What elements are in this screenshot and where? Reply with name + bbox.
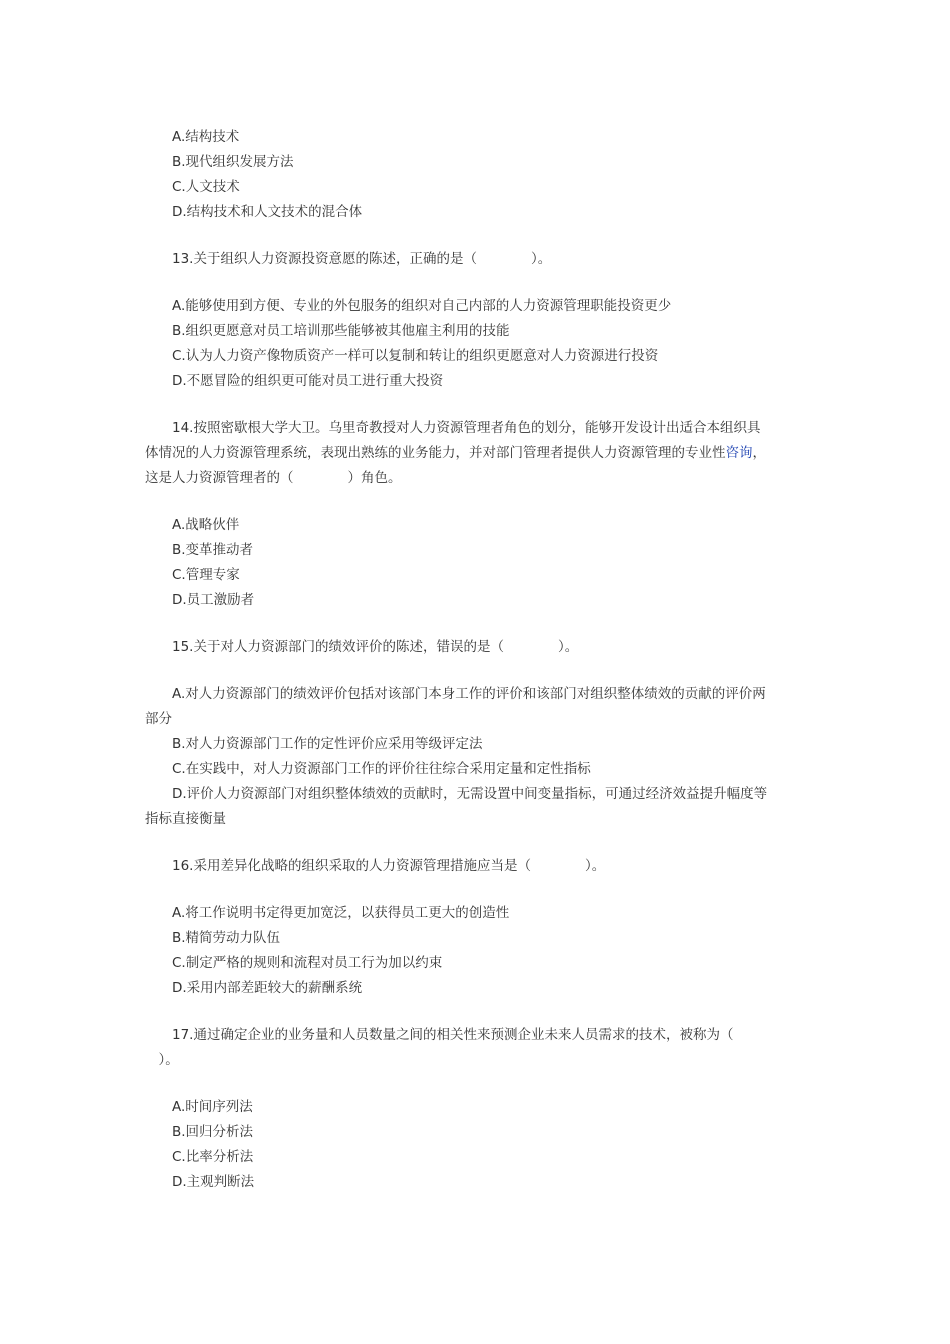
q14-stem-line2-punct: ， <box>752 445 766 461</box>
q17-stem-line2: ）。 <box>145 1052 179 1068</box>
q16-option-c: C.制定严格的规则和流程对员工行为加以约束 <box>172 955 443 971</box>
q16-option-b: B.精简劳动力队伍 <box>172 930 281 946</box>
q17-option-c: C.比率分析法 <box>172 1149 254 1165</box>
q15-option-b: B.对人力资源部门工作的定性评价应采用等级评定法 <box>172 736 483 752</box>
q15-option-d-line2: 指标直接衡量 <box>145 811 226 827</box>
q14-stem-line3: 这是人力资源管理者的（ ）角色。 <box>145 470 402 486</box>
q17-stem-line1: 17.通过确定企业的业务量和人员数量之间的相关性来预测企业未来人员需求的技术，被称为（ <box>172 1027 734 1043</box>
q15-option-d-line1: D.评价人力资源部门对组织整体绩效的贡献时，无需设置中间变量指标，可通过经济效益提升幅度等 <box>172 786 768 802</box>
q17-option-d: D.主观判断法 <box>172 1174 255 1190</box>
q15-option-a-line1: A.对人力资源部门的绩效评价包括对该部门本身工作的评价和该部门对组织整体绩效的贡献的评价两 <box>172 686 766 702</box>
q14-option-a: A.战略伙伴 <box>172 517 240 533</box>
q13-option-d: D.不愿冒险的组织更可能对员工进行重大投资 <box>172 373 444 389</box>
q13-stem: 13.关于组织人力资源投资意愿的陈述，正确的是（ ）。 <box>172 251 552 267</box>
q14-stem-line1: 14.按照密歇根大学大卫。乌里奇教授对人力资源管理者角色的划分，能够开发设计出适合本组织具 <box>172 420 761 436</box>
q14-stem-line2-text: 体情况的人力资源管理系统，表现出熟练的业务能力，并对部门管理者提供人力资源管理的专业性 <box>145 445 726 461</box>
q17-option-b: B.回归分析法 <box>172 1124 254 1140</box>
q15-option-a-line2: 部分 <box>145 711 172 727</box>
q13-option-b: B.组织更愿意对员工培训那些能够被其他雇主利用的技能 <box>172 323 510 339</box>
q12-option-a: A.结构技术 <box>172 129 240 145</box>
q16-option-d: D.采用内部差距较大的薪酬系统 <box>172 980 363 996</box>
q12-option-c: C.人文技术 <box>172 179 240 195</box>
q14-option-c: C.管理专家 <box>172 567 240 583</box>
q14-stem-line2 <box>145 443 766 463</box>
q15-option-c: C.在实践中，对人力资源部门工作的评价往往综合采用定量和定性指标 <box>172 761 591 777</box>
consulting-link[interactable]: 咨询 <box>725 445 753 461</box>
q14-option-d: D.员工激励者 <box>172 592 255 608</box>
q12-option-d: D.结构技术和人文技术的混合体 <box>172 204 363 220</box>
q16-option-a: A.将工作说明书定得更加宽泛，以获得员工更大的创造性 <box>172 905 510 921</box>
q12-option-b: B.现代组织发展方法 <box>172 154 294 170</box>
q14-option-b: B.变革推动者 <box>172 542 254 558</box>
q15-stem: 15.关于对人力资源部门的绩效评价的陈述，错误的是（ ）。 <box>172 639 579 655</box>
q13-option-c: C.认为人力资产像物质资产一样可以复制和转让的组织更愿意对人力资源进行投资 <box>172 348 659 364</box>
q17-option-a: A.时间序列法 <box>172 1099 253 1115</box>
q16-stem: 16.采用差异化战略的组织采取的人力资源管理措施应当是（ ）。 <box>172 858 606 874</box>
q13-option-a: A.能够使用到方便、专业的外包服务的组织对自己内部的人力资源管理职能投资更少 <box>172 298 672 314</box>
